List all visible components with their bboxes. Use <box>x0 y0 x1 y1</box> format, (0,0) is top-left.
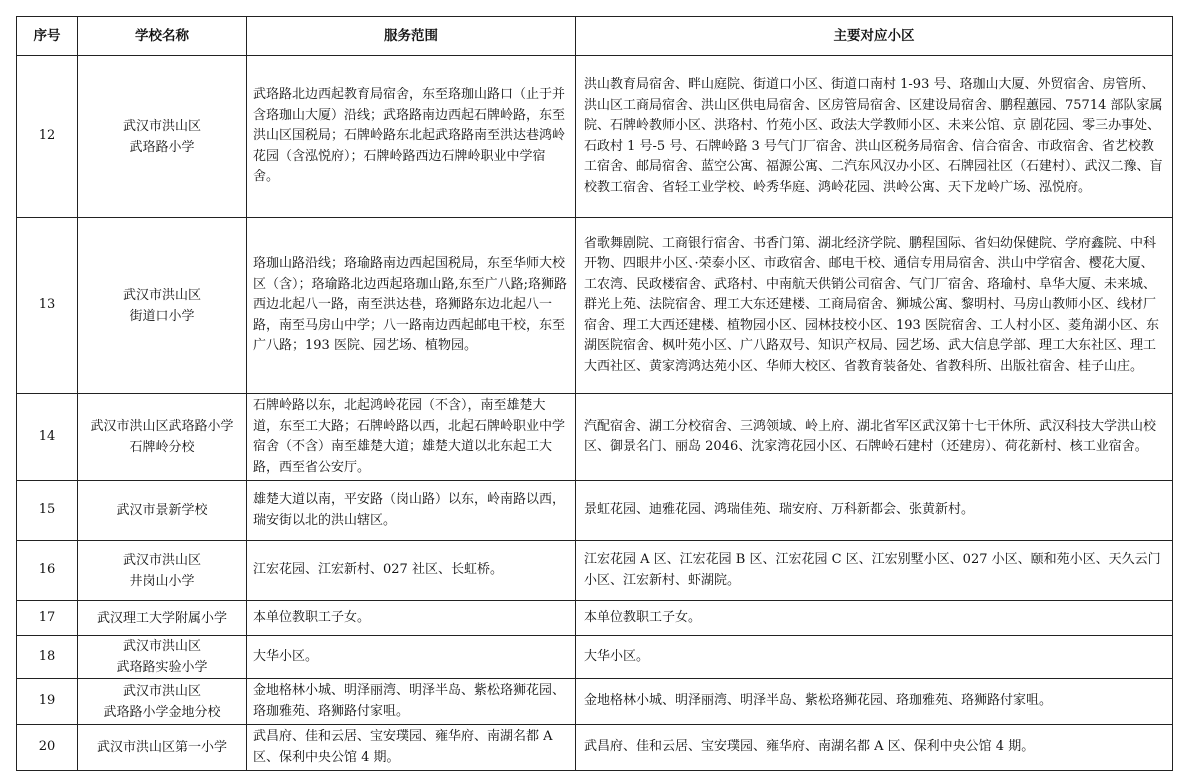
service-scope: 大华小区。 <box>247 636 576 679</box>
school-name-cell <box>78 679 247 725</box>
row-number: 16 <box>17 541 78 601</box>
main-residential-areas: 景虹花园、迪雅花园、鸿瑞佳苑、瑞安府、万科新都会、张黄新村。 <box>576 481 1173 541</box>
table-row <box>17 679 1173 725</box>
main-residential-areas: 本单位教职工子女。 <box>576 601 1173 636</box>
school-district-table-wrapper <box>16 16 1172 771</box>
row-number: 13 <box>17 218 78 394</box>
table-header <box>17 17 1173 56</box>
school-name-cell <box>78 636 247 679</box>
main-residential-areas: 金地格林小城、明泽丽湾、明泽半岛、紫松珞狮花园、珞珈雅苑、珞狮路付家咀。 <box>576 679 1173 725</box>
school-name-cell <box>78 725 247 771</box>
school-name-cell <box>78 541 247 601</box>
school-name-line: 武汉市洪山区武珞路小学 <box>90 419 234 434</box>
school-name-line: 武汉市洪山区第一小学 <box>96 740 227 755</box>
table-row <box>17 541 1173 601</box>
main-residential-areas: 大华小区。 <box>576 636 1173 679</box>
school-name-cell <box>78 481 247 541</box>
school-name-cell <box>78 394 247 481</box>
school-name-cell <box>78 601 247 636</box>
table-row <box>17 601 1173 636</box>
table-row <box>17 56 1173 218</box>
service-scope: 珞珈山路沿线；珞瑜路南边西起国税局，东至华师大校区（含）；珞瑜路北边西起珞珈山路,东至广八路;珞狮路西边北起八一路，南至洪达巷，珞狮路东边北起八一路，南至马房山中学；八一路南边西起邮电干校，东至广八路；193 医院、园艺场、植物园。 <box>247 218 576 394</box>
school-name-line: 井岗山小学 <box>129 573 195 589</box>
main-residential-areas: 省歌舞剧院、工商银行宿舍、书香门第、湖北经济学院、鹏程国际、省妇幼保健院、学府鑫院、中科开物、四眼井小区、·荣泰小区、市政宿舍、邮电干校、通信专用局宿舍、洪山中学宿舍、樱花大厦、工农湾、民政楼宿舍、武珞村、中南航天供销公司宿舍、气门厂宿舍、珞瑜村、阜华大厦、未来城、群光上苑、法院宿舍、理工大东还建楼、工商局宿舍、狮城公寓、黎明村、马房山教师小区、线材厂宿舍、理工大西还建楼、植物园小区、园林技校小区、193 医院宿舍、工人村小区、菱角湖小区、东湖医院宿舍、枫叶苑小区、广八路双号、知识产权局、园艺场、武大信息学部、理工大东社区、理工大西社区、黄家湾鸿达苑小区、华师大校区、省教育装备处、省教科所、出版社宿舍、桂子山庄。 <box>576 218 1173 394</box>
main-residential-areas: 汽配宿舍、湖工分校宿舍、三鸿领域、岭上府、湖北省军区武汉第十七干休所、武汉科技大学洪山校区、御景名门、丽岛 2046、沈家湾花园小区、石牌岭石建村（还建房）、荷花新村、核工业宿舍。 <box>576 394 1173 481</box>
header-scope: 服务范围 <box>247 17 576 56</box>
main-residential-areas: 江宏花园 A 区、江宏花园 B 区、江宏花园 C 区、江宏别墅小区、027 小区、颐和苑小区、天久云门小区、江宏新村、虾湖院。 <box>576 541 1173 601</box>
row-number: 19 <box>17 679 78 725</box>
school-name-line: 武汉市洪山区 <box>122 118 201 134</box>
school-name-line: 武汉理工大学附属小学 <box>96 610 227 626</box>
header-area: 主要对应小区 <box>576 17 1173 56</box>
row-number: 20 <box>17 725 78 771</box>
school-name-line: 武珞路实验小学 <box>116 660 208 675</box>
service-scope: 雄楚大道以南，平安路（岗山路）以东，岭南路以西，瑞安街以北的洪山辖区。 <box>247 481 576 541</box>
school-name-line: 武汉市洪山区 <box>122 552 201 568</box>
service-scope: 武珞路北边西起教育局宿舍，东至珞珈山路口（止于并含珞珈山大厦）沿线；武珞路南边西起石牌岭路，东至洪山区国税局；石牌岭路东北起武珞路南至洪达巷鸿岭花园（含泓悦府）；石牌岭路西边石牌岭职业中学宿舍。 <box>247 56 576 218</box>
table-row <box>17 725 1173 771</box>
table-row <box>17 394 1173 481</box>
service-scope: 本单位教职工子女。 <box>247 601 576 636</box>
row-number: 12 <box>17 56 78 218</box>
school-name-line: 武汉市洪山区 <box>122 287 201 303</box>
table-row <box>17 481 1173 541</box>
service-scope: 金地格林小城、明泽丽湾、明泽半岛、紫松珞狮花园、珞珈雅苑、珞狮路付家咀。 <box>247 679 576 725</box>
school-name-line: 武汉市景新学校 <box>116 503 208 518</box>
row-number: 15 <box>17 481 78 541</box>
main-residential-areas: 洪山教育局宿舍、畔山庭院、街道口小区、街道口南村 1-93 号、珞珈山大厦、外贸宿舍、房管所、洪山区工商局宿舍、洪山区供电局宿舍、区房管局宿舍、区建设局宿舍、鹏程蕙园、75714 部队家属院、石牌岭教师小区、洪珞村、竹苑小区、政法大学教师小区、未来公馆、京 剧花园、零三办事处、石政村 1 号-5 号、石牌岭路 3 号气门厂宿舍、洪山区税务局宿舍、信合宿舍、市政宿舍、省艺校教工宿舍、邮局宿舍、蓝空公寓、福源公寓、二汽东风汉办小区、石牌园社区（石建村）、武汉二豫、盲校教工宿舍、省轻工业学校、岭秀华庭、鸿岭花园、洪岭公寓、天下龙岭广场、泓悦府。 <box>576 56 1173 218</box>
service-scope: 武昌府、佳和云居、宝安璞园、雍华府、南湖名都 A 区、保利中央公馆 4 期。 <box>247 725 576 771</box>
row-number: 18 <box>17 636 78 679</box>
header-no: 序号 <box>17 17 78 56</box>
school-name-cell <box>78 56 247 218</box>
main-residential-areas: 武昌府、佳和云居、宝安璞园、雍华府、南湖名都 A 区、保利中央公馆 4 期。 <box>576 725 1173 771</box>
table-row <box>17 218 1173 394</box>
header-row <box>17 17 1173 56</box>
school-name-line: 武珞路小学 <box>129 139 195 155</box>
header-school: 学校名称 <box>78 17 247 56</box>
row-number: 14 <box>17 394 78 481</box>
school-name-line: 武汉市洪山区 <box>122 639 201 654</box>
school-name-cell <box>78 218 247 394</box>
school-district-table <box>16 16 1173 771</box>
school-name-line: 街道口小学 <box>129 308 195 324</box>
service-scope: 石牌岭路以东，北起鸿岭花园（不含），南至雄楚大道，东至工大路；石牌岭路以西，北起石牌岭职业中学宿舍（不含）南至雄楚大道；雄楚大道以北东起工大路，西至省公安厅。 <box>247 394 576 481</box>
school-name-line: 武珞路小学金地分校 <box>103 704 221 720</box>
school-name-line: 武汉市洪山区 <box>122 683 201 699</box>
row-number: 17 <box>17 601 78 636</box>
table-body <box>17 56 1173 771</box>
table-row <box>17 636 1173 679</box>
school-name-line: 石牌岭分校 <box>129 440 195 455</box>
service-scope: 江宏花园、江宏新村、027 社区、长虹桥。 <box>247 541 576 601</box>
